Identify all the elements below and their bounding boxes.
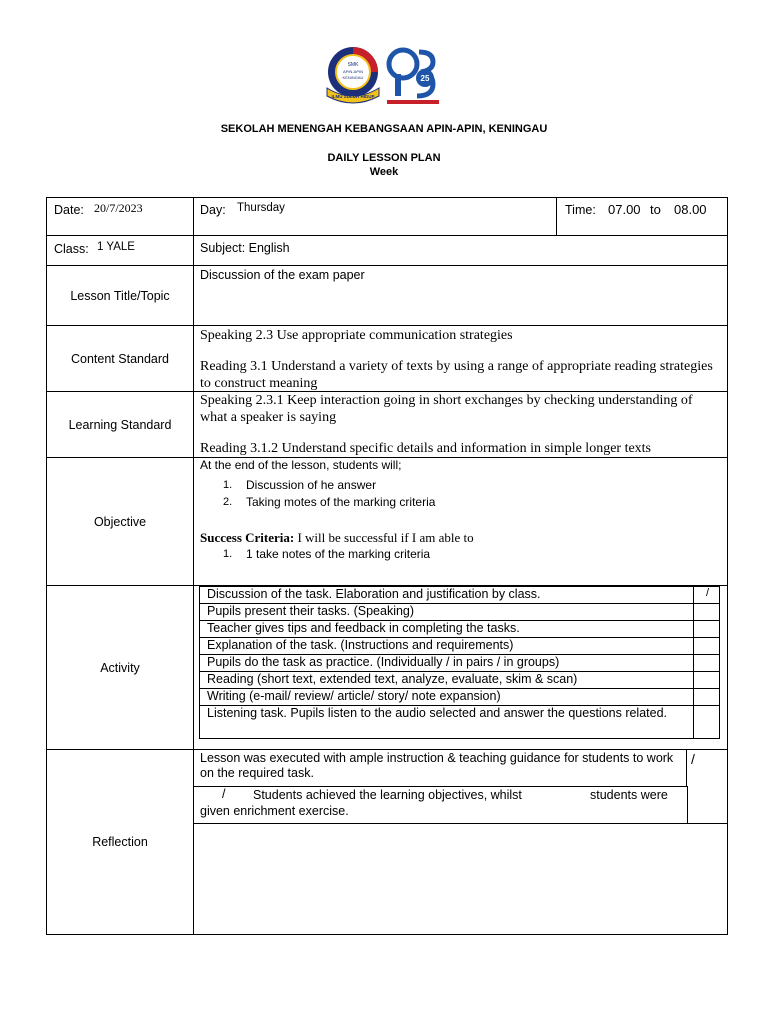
activity-row: Reading (short text, extended text, analyze, evaluate, skim & scan) <box>199 671 720 688</box>
success-criteria-list <box>200 546 720 563</box>
objective-item: 1. Discussion of he answer <box>223 478 377 492</box>
day-label: Day: <box>200 203 226 217</box>
activity-row: Discussion of the task. Elaboration and justification by class. / <box>199 586 720 603</box>
activity-check[interactable] <box>693 706 721 738</box>
reflection-check-2[interactable]: / <box>222 787 226 801</box>
activity-check[interactable] <box>693 621 721 637</box>
time-to: to <box>650 202 661 217</box>
activity-check[interactable] <box>693 604 721 620</box>
day-value: Thursday <box>237 202 285 214</box>
date-label: Date: <box>54 203 84 217</box>
date-cell <box>46 197 194 236</box>
activity-check[interactable] <box>693 689 721 705</box>
time-end: 08.00 <box>674 202 707 217</box>
learning-standard-cell <box>193 391 728 458</box>
learning-standard-label-cell <box>46 391 194 458</box>
crest-text-2: APIN-APIN <box>342 69 364 74</box>
activity-row: Pupils do the task as practice. (Individually / in pairs / in groups) <box>199 654 720 671</box>
plan-week: Week <box>369 166 399 178</box>
content-standard-cell <box>193 325 728 392</box>
lesson-title-label-cell <box>46 265 194 326</box>
objective-intro: At the end of the lesson, students will; <box>200 458 402 472</box>
reflection-label: Reflection <box>92 835 148 849</box>
reflection-line1: Lesson was executed with ample instruction & teaching guidance for students to work on the required task. <box>200 751 674 780</box>
content-standard-label: Content Standard <box>71 351 169 366</box>
lesson-title-value: Discussion of the exam paper <box>200 268 365 282</box>
time-label: Time: <box>565 203 596 217</box>
success-criteria <box>200 530 474 546</box>
class-value: 1 YALE <box>97 241 135 253</box>
crest-text-1: SMK <box>347 62 359 68</box>
learning-standard-line2: Reading 3.1.2 Understand specific details and information in simple longer texts <box>200 441 652 456</box>
school-logos <box>323 42 443 108</box>
reflection-check-1[interactable]: / <box>691 751 695 767</box>
lesson-title-label: Lesson Title/Topic <box>70 288 170 303</box>
reflection-label-cell <box>46 749 194 935</box>
learning-standard-label: Learning Standard <box>68 417 172 432</box>
crest-text-3: KENINGAU <box>342 75 364 80</box>
time-cell <box>556 197 728 236</box>
objective-label-cell <box>46 457 194 586</box>
school-name: SEKOLAH MENENGAH KEBANGSAAN APIN-APIN, KENINGAU <box>220 123 548 135</box>
learning-standard-line1: Speaking 2.3.1 Keep interaction going in short exchanges by checking understanding of what a speaker is saying <box>200 393 693 425</box>
crest-ribbon-text: ILMU SULUH HIDUP <box>331 94 375 99</box>
activity-row: Writing (e-mail/ review/ article/ story/ note expansion) <box>199 688 720 705</box>
activity-row: Teacher gives tips and feedback in completing the tasks. <box>199 620 720 637</box>
reflection-line2b: students were <box>590 788 668 802</box>
content-standard-line2: Reading 3.1 Understand a variety of texts by using a range of appropriate reading strategies to construct meaning <box>200 359 713 391</box>
activity-row: Pupils present their tasks. (Speaking) <box>199 603 720 620</box>
content-standard-label-cell <box>46 325 194 392</box>
reflection-cell <box>193 749 728 935</box>
success-criteria-text: I will be successful if I am able to <box>294 530 474 545</box>
lesson-title-cell <box>193 265 728 326</box>
activity-label-cell <box>46 585 194 750</box>
content-standard-line1: Speaking 2.3 Use appropriate communication strategies <box>200 328 513 343</box>
objective-item: 2. Taking motes of the marking criteria <box>223 495 436 509</box>
school-crest-logo <box>327 47 379 103</box>
activity-row: Listening task. Pupils listen to the audio selected and answer the questions related. <box>199 705 720 739</box>
time-start: 07.00 <box>608 202 641 217</box>
success-criteria-label: Success Criteria: <box>200 530 295 545</box>
plan-title: DAILY LESSON PLAN <box>327 152 441 164</box>
objective-label: Objective <box>93 514 147 529</box>
day-cell <box>193 197 557 236</box>
subject-text: Subject: English <box>200 241 290 255</box>
class-cell <box>46 235 194 266</box>
logo-number-25: 25 <box>420 74 430 83</box>
class-label: Class: <box>54 242 89 256</box>
objective-cell <box>193 457 728 586</box>
date-value: 20/7/2023 <box>94 201 143 215</box>
activity-check[interactable] <box>693 655 721 671</box>
reflection-line2a: Students achieved the learning objectives, whilst <box>253 788 522 802</box>
activity-check[interactable] <box>693 672 721 688</box>
activity-row: Explanation of the task. (Instructions and requirements) <box>199 637 720 654</box>
activity-check[interactable] <box>693 638 721 654</box>
subject-cell <box>193 235 728 266</box>
activity-label: Activity <box>100 660 140 675</box>
reflection-row-1 <box>194 750 687 787</box>
objective-list <box>200 477 720 511</box>
reflection-row-2 <box>194 786 727 824</box>
activity-check[interactable]: / <box>693 587 721 603</box>
ministry-25-logo <box>385 46 439 104</box>
success-criteria-item: 1. 1 take notes of the marking criteria <box>223 547 431 561</box>
reflection-line2c: given enrichment exercise. <box>200 804 349 818</box>
